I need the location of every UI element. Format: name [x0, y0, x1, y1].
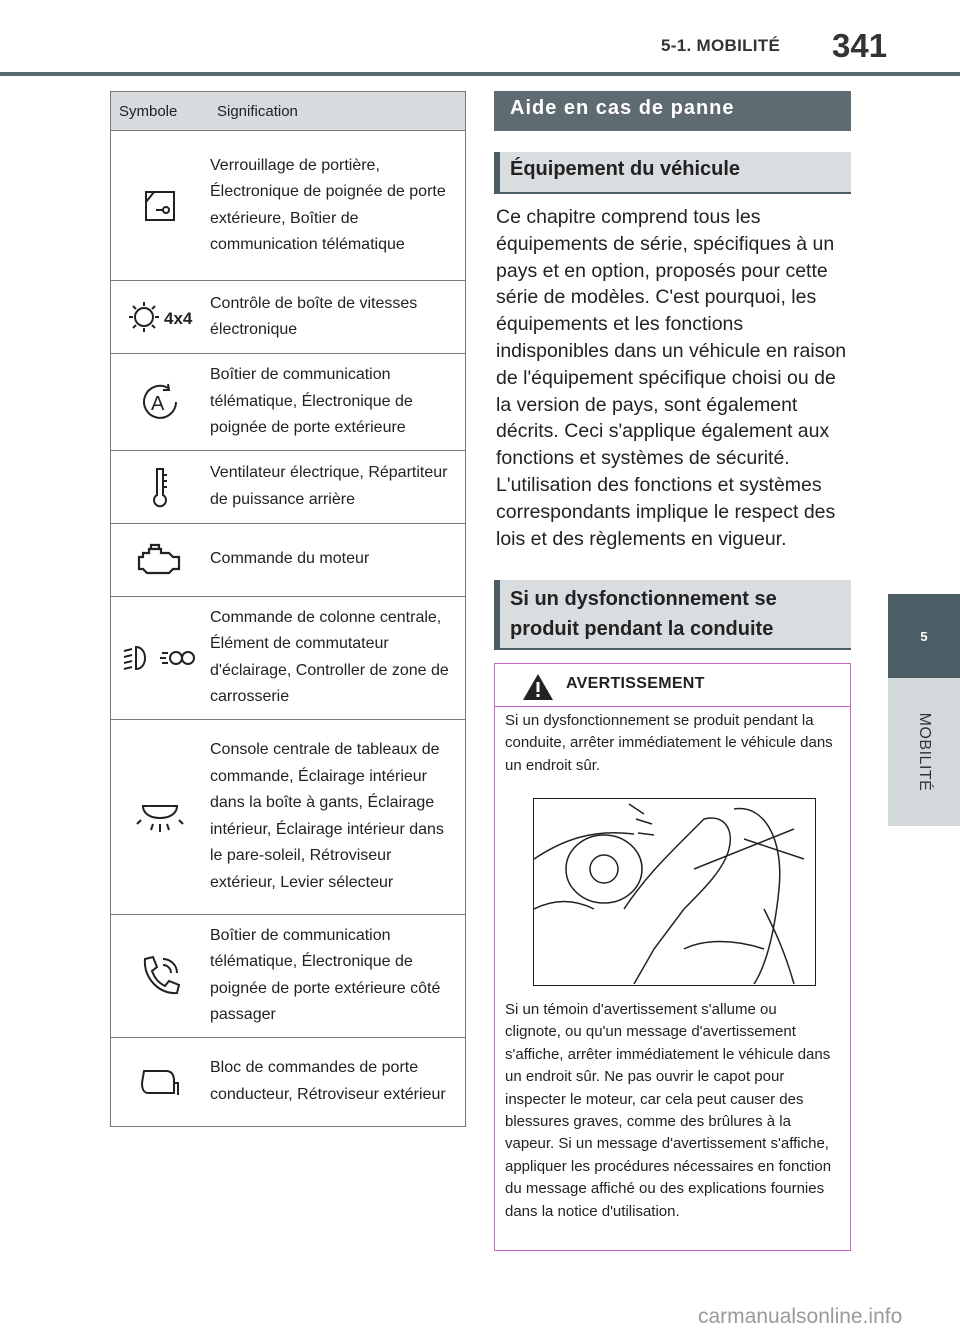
table-row — [111, 596, 466, 719]
mirror-icon — [111, 1037, 210, 1126]
malfunction-heading: Si un dysfonctionnement se produit pendant la conduite — [494, 580, 851, 650]
auto-hold-icon — [111, 354, 210, 451]
interior-light-icon — [111, 719, 210, 914]
table-header-row — [111, 92, 466, 131]
page-number: 341 — [832, 27, 888, 64]
warning-text-2: Si un témoin d'avertissement s'allume ou clignote, ou qu'un message d'avertissement s'affiche, arrêter immédiatement le véhicule dans un endroit sûr. Ne pas ouvrir le capot pour inspecter le moteur, car cela peut causer des blessures graves, comme des brûlures à la vapeur. Si un message d'avertissement s'affiche, appliquer les procédures nécessaires en fonction du message affiché ou des explications fournies dans la notice d'utilisation. — [505, 1001, 832, 1220]
table-row — [111, 914, 466, 1037]
row-text: Bloc de commandes de porte conducteur, Rétroviseur extérieur — [209, 1037, 466, 1126]
chapter-tab-label[interactable] — [888, 678, 960, 826]
row-text: Commande de colonne centrale, Élément de commutateur d'éclairage, Controller de zone de carrosserie — [209, 596, 466, 719]
equipment-heading: Équipement du véhicule — [494, 152, 851, 194]
4x4-gear-icon — [111, 281, 210, 354]
row-text: Commande du moteur — [209, 523, 466, 596]
table-row — [111, 131, 466, 281]
warning-text-1: Si un dysfonctionnement se produit pendant la conduite, arrêter immédiatement le véhicule dans un endroit sûr. — [505, 712, 833, 774]
table-row — [111, 523, 466, 596]
table-row — [111, 450, 466, 523]
col-meaning: Signification — [209, 92, 466, 131]
svg-text:A: A — [151, 392, 165, 415]
door-lock-icon — [111, 131, 210, 281]
warning-label: AVERTISSEMENT — [566, 675, 705, 692]
row-text: Boîtier de communication télématique, Électronique de poignée de porte extérieure — [209, 354, 466, 451]
table-row — [111, 1037, 466, 1126]
warning-header — [495, 664, 850, 707]
table-row — [111, 354, 466, 451]
headlight-icon — [111, 596, 210, 719]
temperature-icon — [111, 450, 210, 523]
symbol-table — [110, 91, 466, 1127]
header-rule — [0, 72, 960, 76]
warning-box — [494, 663, 851, 1251]
section-label: 5-1. MOBILITÉ — [661, 36, 781, 55]
svg-text:4x4: 4x4 — [164, 309, 193, 328]
warning-triangle-icon — [521, 672, 555, 702]
watermark: carmanualsonline.info — [698, 1305, 903, 1328]
phone-icon — [111, 914, 210, 1037]
chapter-heading: Aide en cas de panne — [494, 91, 851, 131]
chapter-tab-number[interactable]: 5 — [888, 594, 960, 678]
row-text: Console centrale de tableaux de commande, Éclairage intérieur dans la boîte à gants, Éclairage intérieur, Éclairage intérieur dans le pare-soleil, Rétroviseur extérieur, Levier sélecteur — [209, 719, 466, 914]
col-symbol: Symbole — [111, 92, 210, 131]
row-text: Ventilateur électrique, Répartiteur de puissance arrière — [209, 450, 466, 523]
engine-icon — [111, 523, 210, 596]
chapter-tab-text: MOBILITÉ — [916, 712, 933, 792]
driver-illustration — [533, 798, 816, 986]
row-text: Contrôle de boîte de vitesses électronique — [209, 281, 466, 354]
equipment-text: Ce chapitre comprend tous les équipements de série, spécifiques à un pays et en option, proposés pour cette série de modèles. C'est pourquoi, les équipements et les fonctions indisponibles dans un véhicule en raison de l'équipement spécifique choisi ou de la version de pays, sont également décrits. Ceci s'applique également aux fonctions et systèmes de sécurité. L'utilisation des fonctions et systèmes correspondants implique le respect des lois et des règlements en vigueur. — [496, 206, 847, 550]
table-row — [111, 719, 466, 914]
row-text: Verrouillage de portière, Électronique de poignée de porte extérieure, Boîtier de communication télématique — [209, 131, 466, 281]
row-text: Boîtier de communication télématique, Électronique de poignée de porte extérieure côté passager — [209, 914, 466, 1037]
table-row — [111, 281, 466, 354]
